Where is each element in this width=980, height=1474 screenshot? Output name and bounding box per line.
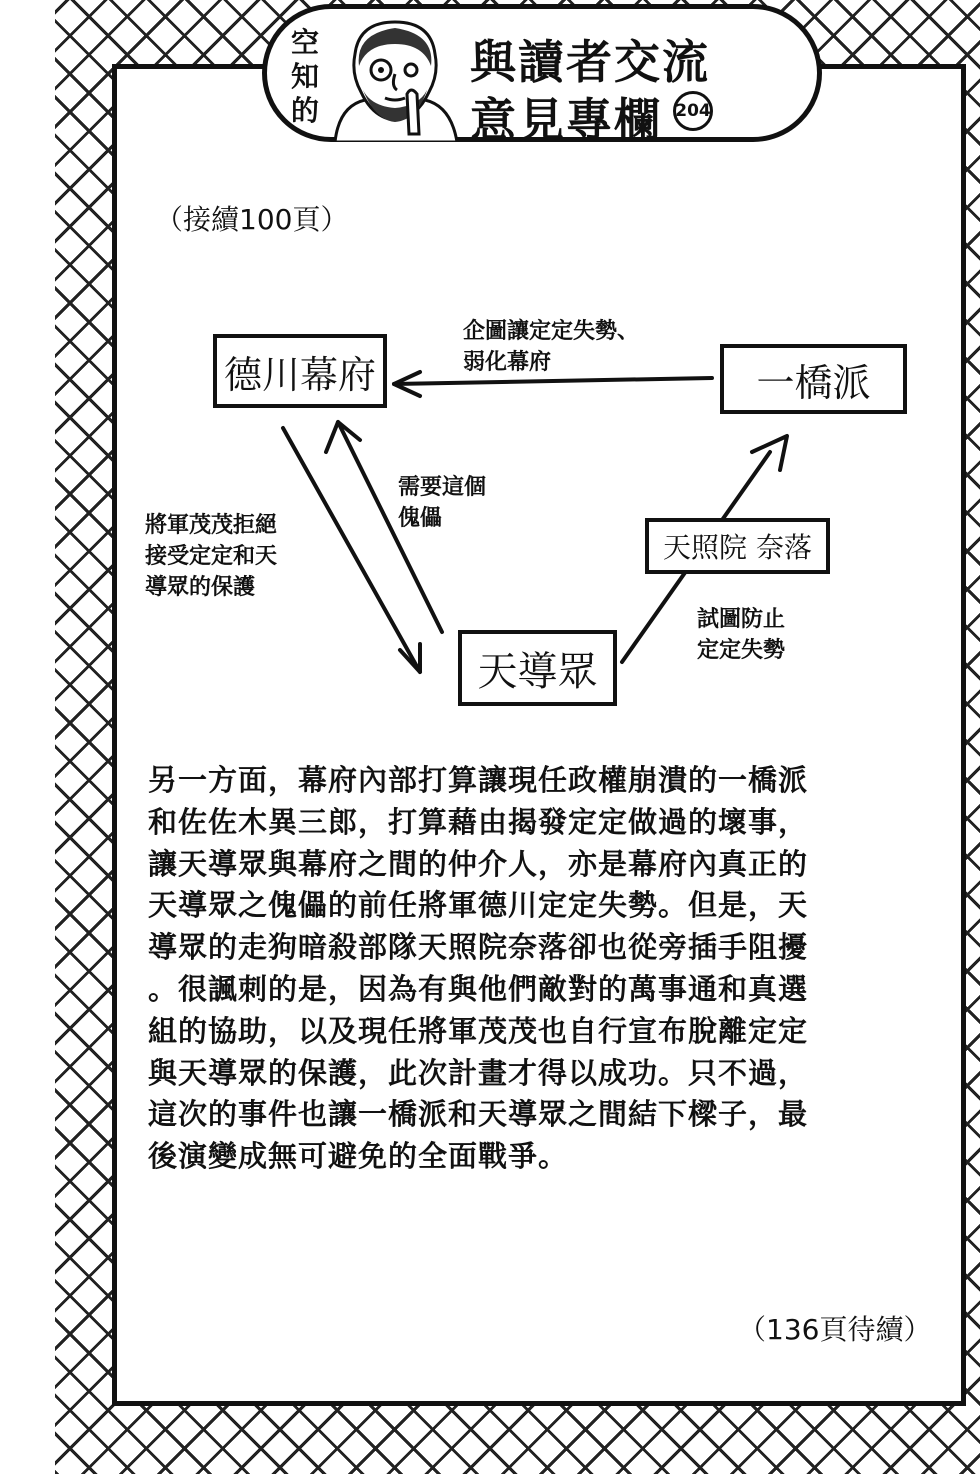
- header-author-text: 空 知 的: [290, 26, 319, 127]
- body-line: 與天導眾的保護，此次計畫才得以成功。只不過，: [148, 1055, 809, 1090]
- column-subtitle: 意見專欄: [470, 93, 662, 147]
- continued-to-note: （136頁待續）: [738, 1313, 932, 1346]
- node-tendoshu: 天導眾: [458, 630, 617, 706]
- body-line: 另一方面，幕府內部打算讓現任政權崩潰的一橋派: [148, 763, 809, 797]
- node-hitotsubashi-faction: 一橋派: [720, 344, 907, 414]
- label-prevent-downfall: 試圖防止 定定失勢: [697, 607, 786, 663]
- body-line: 和佐佐木異三郎，打算藉由揭發定定做過的壞事，: [148, 804, 809, 839]
- node-tokugawa-shogunate: 德川幕府: [213, 334, 387, 408]
- continued-from-note: （接續100頁）: [155, 203, 349, 236]
- column-title: 與讀者交流: [470, 35, 710, 89]
- label-shogun-refuses: 將軍茂茂拒絕 接受定定和天 導眾的保護: [145, 513, 278, 600]
- body-line: 組的協助，以及現任將軍茂茂也自行宣布脫離定定: [148, 1013, 809, 1048]
- node-tenshoin-naraku: 天照院 奈落: [645, 518, 830, 574]
- issue-number-badge: 204: [673, 91, 713, 131]
- body-line: 天導眾之傀儡的前任將軍德川定定失勢。但是，天: [148, 888, 809, 923]
- body-line: 讓天導眾與幕府之間的仲介人，亦是幕府內真正的: [148, 846, 809, 881]
- label-scheme: 企圖讓定定失勢、 弱化幕府: [463, 319, 640, 375]
- body-line: 這次的事件也讓一橋派和天導眾之間結下樑子，最: [148, 1097, 809, 1132]
- body-line: 導眾的走狗暗殺部隊天照院奈落卻也從旁插手阻擾: [148, 930, 809, 965]
- body-paragraph: [148, 760, 928, 1178]
- label-need-puppet: 需要這個 傀儡: [398, 475, 487, 531]
- body-line: 後演變成無可避免的全面戰爭。: [148, 1139, 569, 1174]
- body-line: 。很諷刺的是，因為有與他們敵對的萬事通和真選: [148, 971, 809, 1006]
